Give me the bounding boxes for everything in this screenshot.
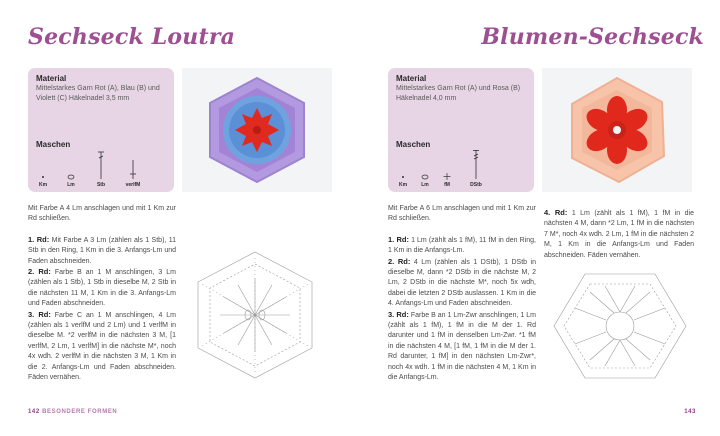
section-name: BESONDERE FORMEN [42, 409, 118, 415]
dot-icon [28, 150, 58, 180]
symbol-km: Km [28, 150, 58, 188]
symbol-lm: Lm [410, 150, 440, 188]
maschen-heading: Maschen [396, 140, 431, 149]
page-number: 142 [28, 409, 40, 415]
page-number: 143 [684, 409, 696, 415]
page-footer [684, 409, 696, 415]
symbol-verlfm: verlfM [118, 150, 148, 188]
material-text: Mittelstarkes Garn Rot (A), Blau (B) und Violett (C) Häkelnadel 3,5 mm [36, 85, 160, 102]
maschen-heading: Maschen [36, 140, 71, 149]
crochet-chart-loutra [190, 248, 320, 383]
crochet-chart-flower [550, 268, 690, 388]
symbol-lm: Lm [56, 150, 86, 188]
symbol-dstb: DStb [461, 150, 491, 188]
round-1: 1. Rd: Mit Farbe A 3 Lm (zählen als 1 Stb), 11 Stb in den Ring, 1 Km in die 3. Anfangs-Lm und Faden abschneiden. [28, 234, 176, 265]
instructions [28, 204, 176, 384]
round-2: 2. Rd: 4 Lm (zählen als 1 DStb), 1 DStb in dieselbe M, dann *2 DStb in die nächste M, 2 Lm, 2 DStb in die nächste M*, noch 5x wdh, dabei die letzten 2 DStb auslassen. 1 Km in die 4. Anfangs-Lm und Faden abschneiden. [388, 256, 536, 308]
flower-hexagon-image [542, 68, 692, 192]
hexagon-photo [182, 68, 332, 192]
treble-icon [86, 150, 116, 180]
plus-icon [432, 150, 462, 180]
round-3: 3. Rd: Farbe C an 1 M anschlingen, 4 Lm (zählen als 1 verlfM und 2 Lm) und 1 verlfM in dieselbe M. *2 verlfM in die nächsten 3 M, [1 verlfM, 2 Lm, 1 verlfM] in die nächste M*, noch 4x wdh. 2 verlfM in die nächsten 3 M, 1 Km in die 2. Anfangs-Lm und Faden abschneiden. Fäden vernähen. [28, 309, 177, 382]
material-heading: Material [36, 74, 67, 83]
material-box [28, 68, 174, 192]
instructions-col-1 [388, 204, 536, 384]
round-4: 4. Rd: 1 Lm (zählt als 1 fM), 1 fM in die nächsten 4 M, dann *2 Lm, 1 fM in die nächsten 7 M*, noch 4x wdh. 2 Lm, 1 fM in die nächsten 2 M, 1 Km in die Anfangs-Lm und Faden abschneiden. Fäden vernähen. [544, 208, 694, 259]
hexagon-photo [542, 68, 692, 192]
material-text: Mittelstarkes Garn Rot (A) und Rosa (B) Häkelnadel 4,0 mm [396, 85, 521, 102]
oval-icon [56, 150, 86, 180]
intro-text: Mit Farbe A 6 Lm anschlagen und mit 1 Km zur Rd schließen. [388, 205, 536, 223]
intro-text: Mit Farbe A 4 Lm anschlagen und mit 1 Km zur Rd schließen. [28, 205, 176, 223]
pattern-title: Blumen-Sechseck [481, 24, 704, 50]
symbol-km: Km [388, 150, 418, 188]
round-1: 1. Rd: 1 Lm (zählt als 1 fM), 11 fM in den Ring, 1 Km in die Anfangs-Lm. [388, 234, 536, 255]
double-treble-icon [461, 150, 491, 180]
material-heading: Material [396, 74, 427, 83]
right-page [360, 0, 720, 436]
instructions-col-2 [544, 208, 694, 261]
extended-sc-icon [118, 150, 148, 180]
round-3: 3. Rd: Farbe B an 1 Lm-Zwr anschlingen, 1 Lm (zählt als 1 fM), 1 fM in die M der 1. Rd darunter und 1 fM in denselben Lm-Zwr. *1 fM in die nächsten 4 M, [1 fM, 1 fM in die M der 1. Rd darunter, 1 fM] in den nächsten Lm-Zwr*, noch 4x wdh. 1 fM in die nächsten 4 M, 1 Km in die Anfangs-Lm. [388, 309, 536, 382]
symbol-fm: fM [432, 150, 462, 188]
page-footer [28, 409, 117, 415]
material-box [388, 68, 534, 192]
loutra-hexagon-image [182, 68, 332, 192]
pattern-title: Sechseck Loutra [28, 24, 236, 50]
symbol-stb: Stb [86, 150, 116, 188]
round-2: 2. Rd: Farbe B an 1 M anschlingen, 3 Lm (zählen als 1 Stb), 1 Stb in dieselbe M, 2 Stb in die nächsten 11 M, 1 Km in die 3. Anfangs-Lm und Faden abschneiden. [28, 267, 176, 308]
